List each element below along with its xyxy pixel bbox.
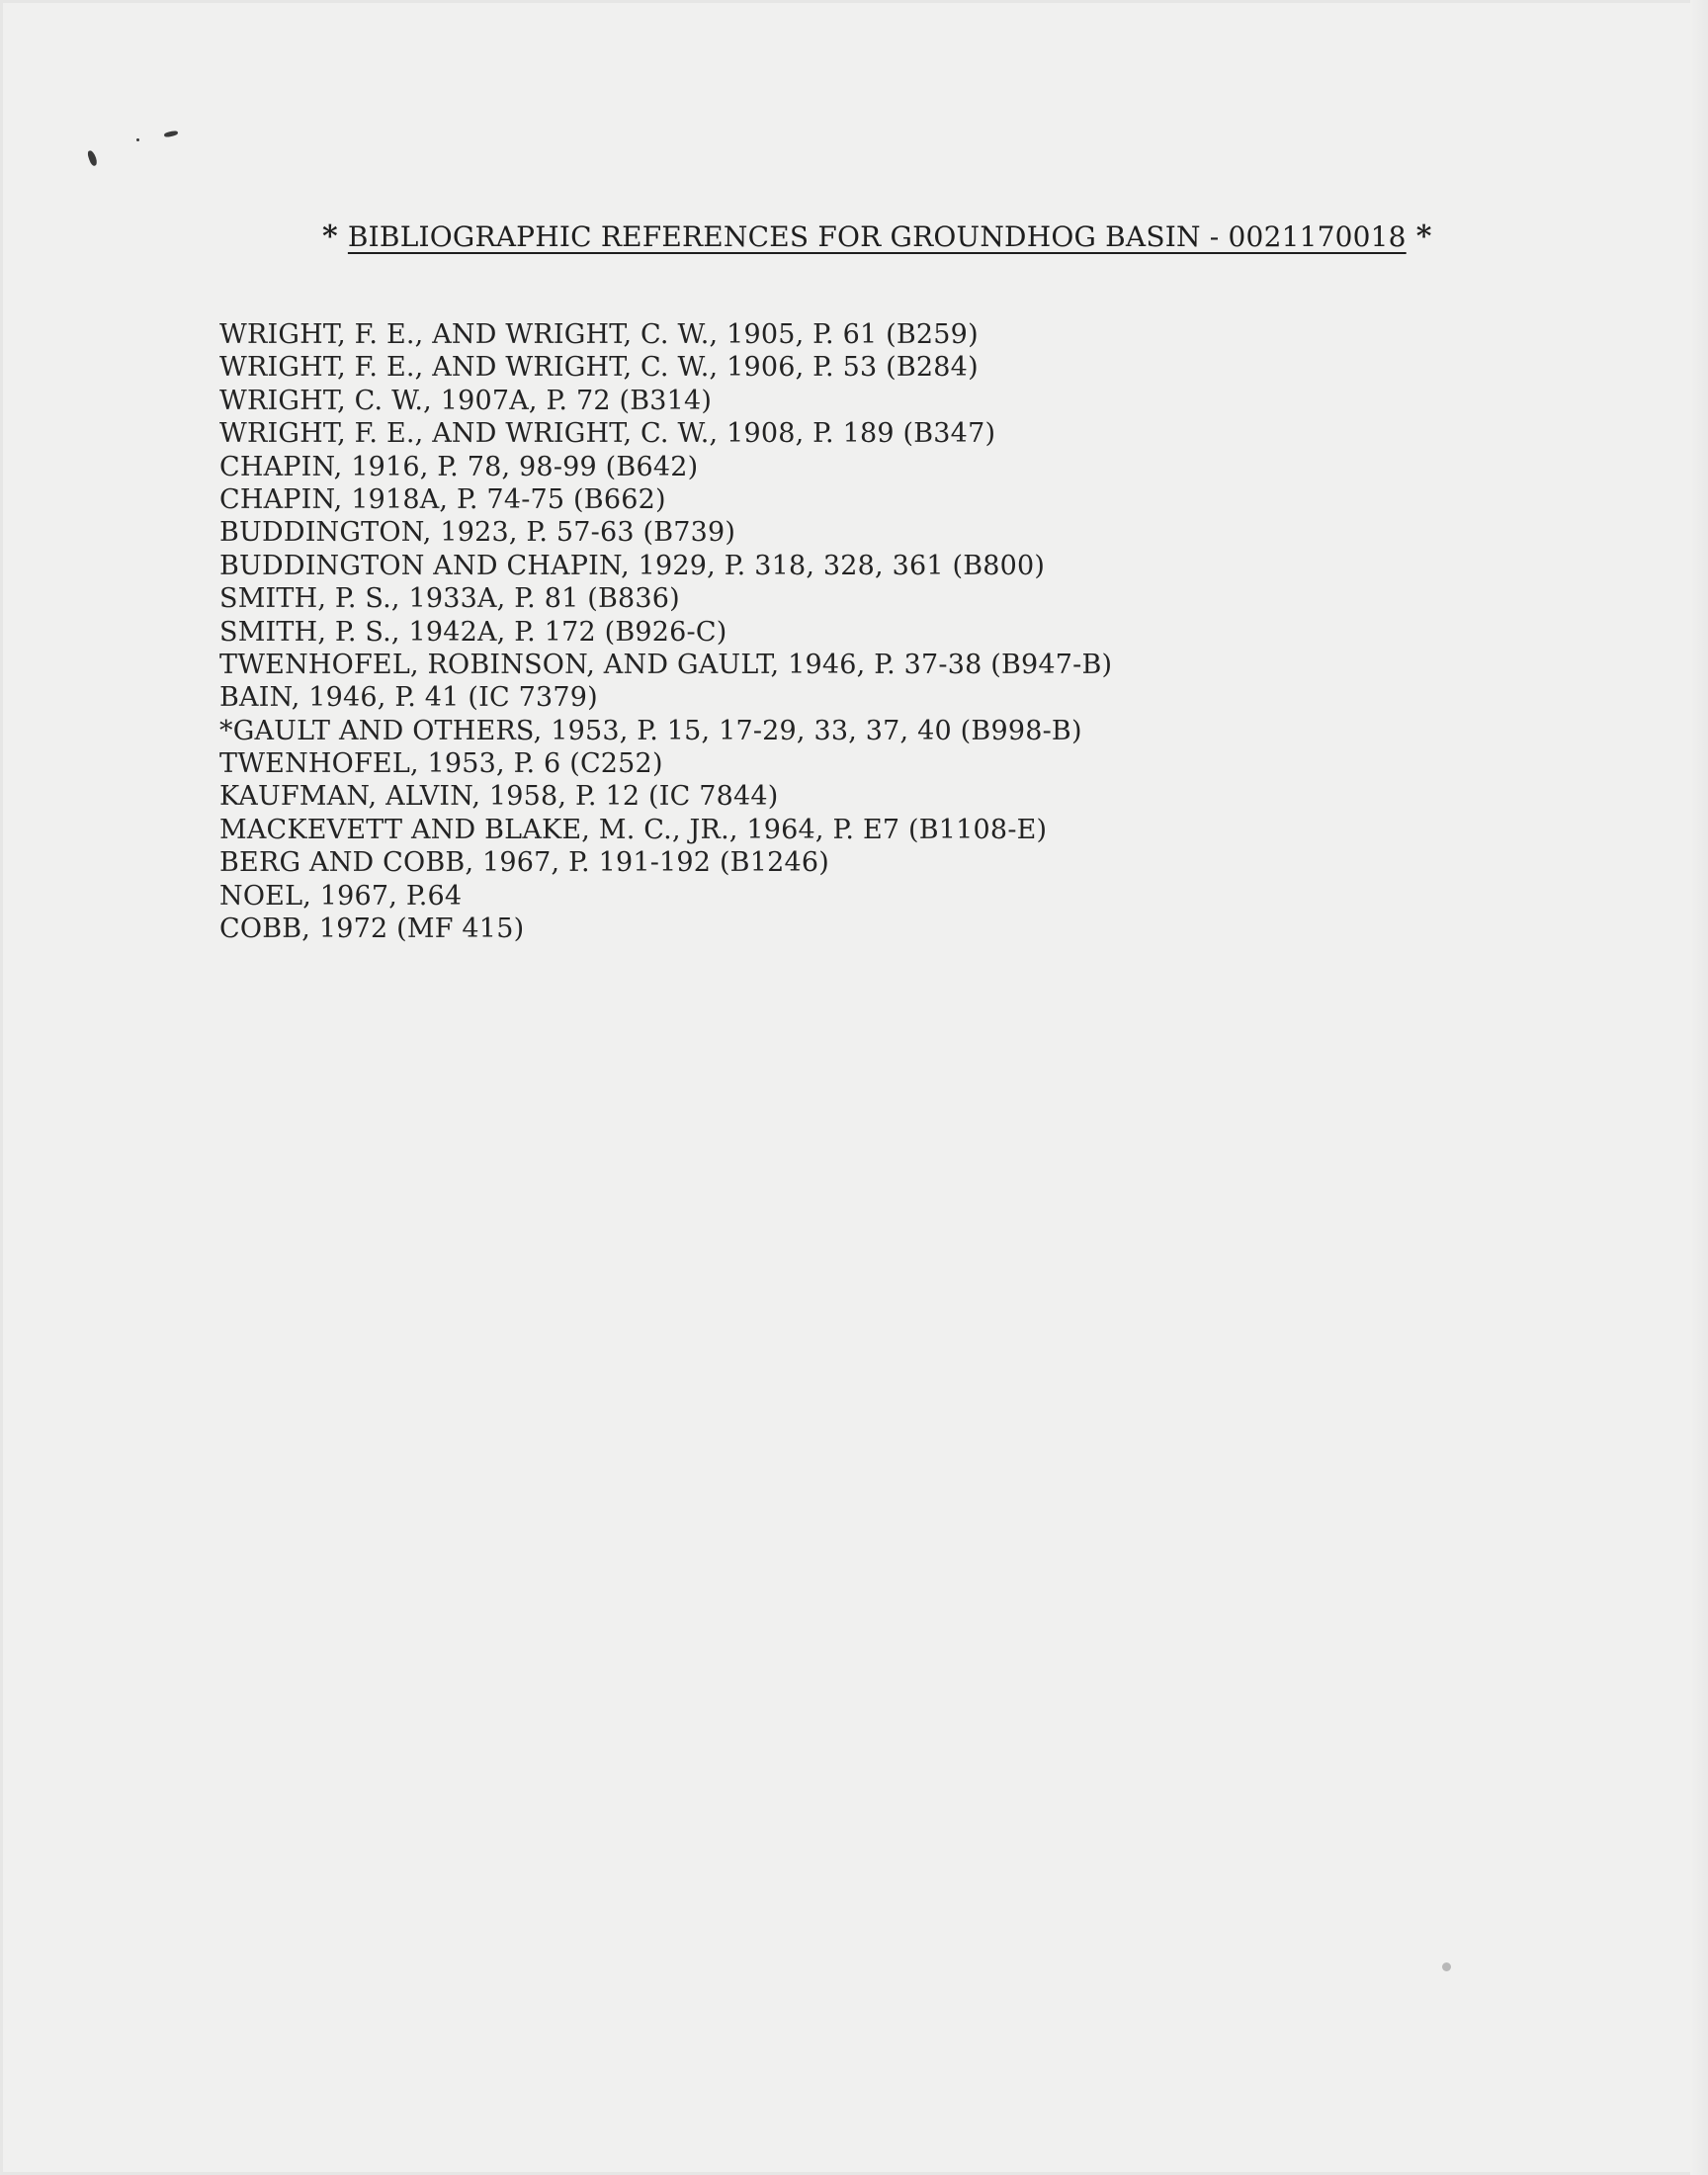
document-title <box>322 219 1432 254</box>
reference-item: CHAPIN, 1916, P. 78, 98-99 (B642) <box>219 451 699 482</box>
title-text: BIBLIOGRAPHIC REFERENCES FOR GROUNDHOG BASIN - 0021170018 <box>347 220 1407 253</box>
reference-item: SMITH, P. S., 1933A, P. 81 (B836) <box>219 583 680 615</box>
reference-item: WRIGHT, F. E., AND WRIGHT, C. W., 1905, P. 61 (B259) <box>219 319 979 350</box>
scan-speck-mark <box>164 130 179 138</box>
reference-item: BUDDINGTON AND CHAPIN, 1929, P. 318, 328, 361 (B800) <box>219 550 1046 581</box>
scan-speck-mark <box>1442 1962 1451 1971</box>
reference-item: SMITH, P. S., 1942A, P. 172 (B926-C) <box>219 616 727 648</box>
scan-speck-mark <box>136 138 139 141</box>
scan-speck-mark <box>87 149 99 166</box>
reference-item: MACKEVETT AND BLAKE, M. C., JR., 1964, P. E7 (B1108-E) <box>219 814 1048 845</box>
reference-item: TWENHOFEL, 1953, P. 6 (C252) <box>219 748 663 780</box>
reference-item: BERG AND COBB, 1967, P. 191-192 (B1246) <box>219 847 829 879</box>
reference-list <box>219 318 1112 945</box>
reference-item: WRIGHT, F. E., AND WRIGHT, C. W., 1908, P. 189 (B347) <box>219 418 996 450</box>
reference-item: *GAULT AND OTHERS, 1953, P. 15, 17-29, 33, 37, 40 (B998-B) <box>219 715 1082 746</box>
reference-item: BAIN, 1946, P. 41 (IC 7379) <box>219 682 598 714</box>
reference-item: BUDDINGTON, 1923, P. 57-63 (B739) <box>219 517 736 549</box>
reference-item: COBB, 1972 (MF 415) <box>219 914 525 945</box>
reference-item: WRIGHT, F. E., AND WRIGHT, C. W., 1906, P. 53 (B284) <box>219 352 979 384</box>
title-prefix-asterisk: * <box>322 219 338 254</box>
page-edge <box>1690 0 1708 2175</box>
reference-item: TWENHOFEL, ROBINSON, AND GAULT, 1946, P. 37-38 (B947-B) <box>219 649 1113 680</box>
title-suffix-asterisk: * <box>1415 219 1432 254</box>
reference-item: WRIGHT, C. W., 1907A, P. 72 (B314) <box>219 385 713 416</box>
reference-item: CHAPIN, 1918A, P. 74-75 (B662) <box>219 483 666 515</box>
reference-item: NOEL, 1967, P.64 <box>219 880 463 912</box>
reference-item: KAUFMAN, ALVIN, 1958, P. 12 (IC 7844) <box>219 781 779 813</box>
